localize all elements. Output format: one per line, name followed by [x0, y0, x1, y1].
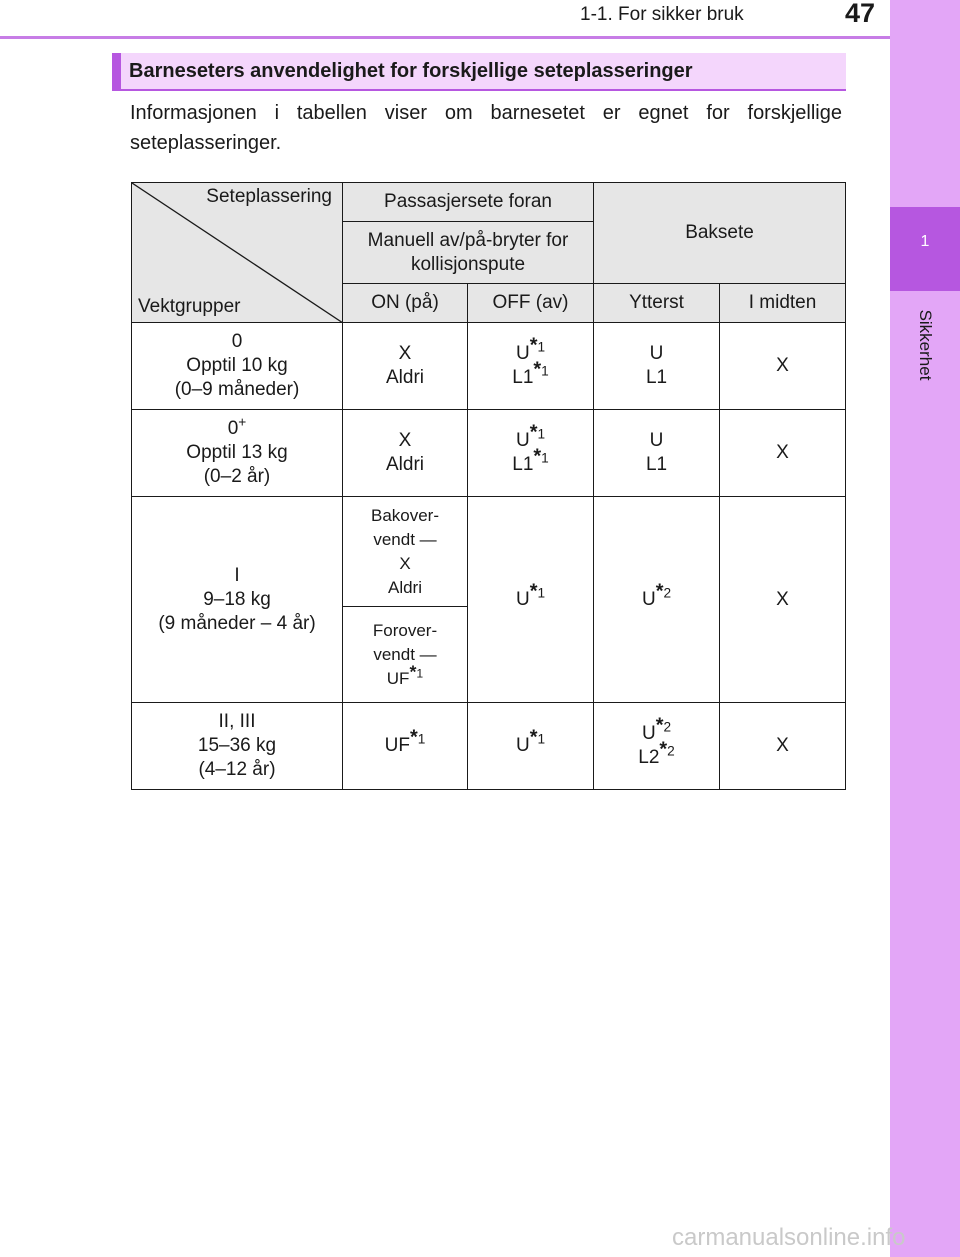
rear-outer-cell — [594, 703, 720, 790]
cell-value: UF — [386, 668, 410, 688]
cell-value: U — [641, 723, 656, 744]
col-outer-header: Ytterst — [594, 284, 720, 323]
weight-group-cell — [132, 497, 343, 703]
table-row — [132, 410, 846, 497]
cell-value: U — [641, 588, 656, 610]
weight-group-cell — [132, 410, 343, 497]
note-number: 1 — [541, 363, 549, 379]
cell-value: Aldri — [385, 367, 424, 388]
cell-value: U — [649, 343, 664, 364]
intro-paragraph: Informasjonen i tabellen viser om barnesetet er egnet for forskjellige seteplasseringer. — [130, 102, 842, 154]
chapter-tab-label: Sikkerhet — [916, 309, 935, 381]
section-heading — [112, 53, 846, 91]
cell-value: X — [399, 553, 411, 573]
rear-middle-cell: X — [720, 703, 846, 790]
note-star: * — [655, 580, 664, 603]
note-number: 1 — [417, 731, 426, 747]
cell-value: Bakover- — [370, 505, 440, 525]
rear-middle-cell: X — [720, 497, 846, 703]
section-title: Barneseters anvendelighet for forskjellige seteplasseringer — [129, 60, 693, 82]
note-number: 2 — [663, 585, 672, 601]
rear-seat-header: Baksete — [594, 183, 846, 284]
note-star: * — [529, 726, 538, 749]
airbag-off-cell — [468, 703, 594, 790]
note-number: 1 — [537, 731, 546, 747]
note-star: * — [655, 714, 664, 737]
group-age: (0–2 år) — [203, 466, 271, 487]
cell-value: Forover- — [372, 620, 438, 640]
airbag-switch-header: Manuell av/på-bryter for kollisjonspute — [343, 222, 594, 284]
airbag-on-cell — [343, 323, 468, 410]
page-number: 47 — [845, 0, 876, 28]
note-number: 1 — [416, 665, 424, 680]
note-star: * — [529, 334, 538, 357]
cell-value: U — [515, 430, 530, 451]
col-off-header: OFF (av) — [468, 284, 594, 323]
cell-value: X — [398, 343, 412, 364]
group-age: (9 måneder – 4 år) — [158, 612, 316, 634]
note-number: 1 — [537, 339, 546, 355]
group-name: 0 — [227, 418, 239, 439]
cell-value: L1 — [512, 367, 534, 388]
seat-position-label: Seteplassering — [206, 186, 332, 207]
group-name: I — [234, 564, 240, 586]
cell-value: L1 — [645, 367, 668, 388]
table-row — [132, 703, 846, 790]
watermark-text: carmanualsonline.info — [672, 1224, 906, 1251]
rear-facing-cell — [343, 497, 468, 607]
cell-value: UF — [384, 735, 410, 756]
group-age: (0–9 måneder) — [174, 379, 300, 400]
airbag-off-cell — [468, 410, 594, 497]
note-number: 2 — [663, 719, 672, 735]
group-weight: 15–36 kg — [197, 735, 277, 756]
cell-value: vendt — — [373, 644, 437, 664]
airbag-off-cell — [468, 323, 594, 410]
rear-middle-cell: X — [720, 410, 846, 497]
cell-value: L1 — [512, 454, 534, 475]
seat-suitability-table — [131, 182, 846, 790]
cell-value: X — [398, 430, 412, 451]
section-heading-bar — [112, 53, 121, 89]
cell-value: U — [515, 343, 530, 364]
note-number: 2 — [667, 743, 675, 759]
chapter-tab[interactable] — [890, 207, 960, 291]
rear-outer-cell — [594, 410, 720, 497]
airbag-on-cell — [343, 703, 468, 790]
group-name: 0 — [231, 331, 243, 352]
group-weight: Opptil 13 kg — [186, 442, 288, 463]
note-star: * — [409, 660, 417, 681]
note-number: 1 — [541, 450, 549, 466]
rear-outer-cell — [594, 497, 720, 703]
weight-group-cell — [132, 323, 343, 410]
cell-value: L2 — [638, 747, 660, 768]
col-on-header: ON (på) — [343, 284, 468, 323]
group-age: (4–12 år) — [198, 759, 276, 780]
note-star: * — [529, 421, 538, 444]
forward-facing-cell — [343, 607, 468, 703]
weight-group-cell — [132, 703, 343, 790]
note-star: * — [659, 738, 668, 761]
cell-value: U — [515, 588, 530, 610]
group-weight: 9–18 kg — [203, 588, 271, 610]
note-star: * — [409, 726, 418, 749]
cell-value: L1 — [645, 454, 668, 475]
side-strip — [890, 0, 960, 1257]
header-divider — [0, 36, 890, 39]
rear-outer-cell — [594, 323, 720, 410]
cell-value: Aldri — [387, 577, 422, 597]
chapter-tab-number: 1 — [920, 233, 930, 250]
cell-value: Aldri — [385, 454, 424, 475]
airbag-off-cell — [468, 497, 594, 703]
table-row — [132, 323, 846, 410]
note-star: * — [533, 445, 542, 468]
note-star: * — [533, 358, 542, 381]
airbag-on-cell — [343, 410, 468, 497]
col-middle-header: I midten — [720, 284, 846, 323]
table-row — [132, 497, 846, 607]
note-star: * — [529, 580, 538, 603]
cell-value: U — [649, 430, 664, 451]
chapter-title: 1-1. For sikker bruk — [580, 4, 744, 25]
cell-value: U — [515, 735, 530, 756]
cell-value: vendt — — [373, 529, 437, 549]
group-superscript: + — [238, 414, 247, 430]
note-number: 1 — [537, 426, 546, 442]
group-name: II, III — [218, 711, 256, 732]
table-corner-cell — [132, 183, 343, 323]
front-seat-header: Passasjersete foran — [343, 183, 594, 222]
rear-middle-cell: X — [720, 323, 846, 410]
group-weight: Opptil 10 kg — [186, 355, 288, 376]
weight-group-label: Vektgrupper — [138, 296, 241, 317]
note-number: 1 — [537, 585, 546, 601]
